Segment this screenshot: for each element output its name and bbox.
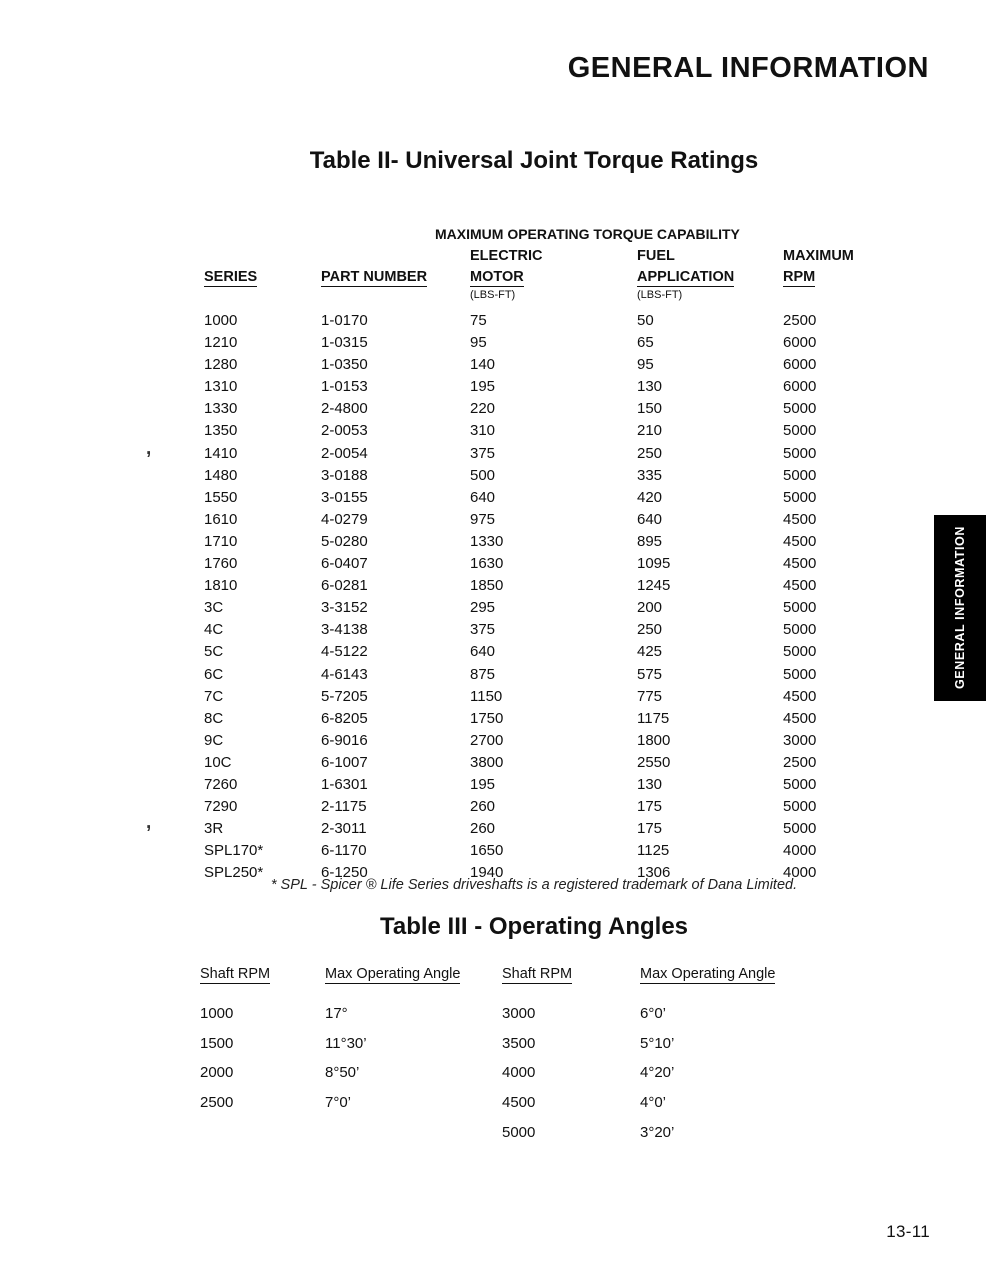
cell-part-number: 1-0170: [321, 312, 368, 329]
cell-fuel-application-torque: 95: [637, 356, 654, 374]
cell-maximum-rpm: 4500: [783, 577, 817, 595]
cell-series: 3C: [204, 599, 224, 617]
cell-maximum-rpm: 5000: [783, 643, 817, 661]
col-max-angle-right-label: Max Operating Angle: [640, 966, 776, 982]
cell-electric-motor-torque: 375: [470, 621, 496, 639]
table-row: [200, 1118, 820, 1148]
cell-electric-motor-torque: 1150: [470, 687, 503, 705]
operating-angles-header-row: [200, 966, 820, 984]
cell-electric-motor-torque: 220: [470, 400, 496, 418]
cell-series: 1550: [204, 488, 238, 506]
cell-fuel-application-torque: 335: [637, 466, 663, 484]
cell-series: 1480: [204, 466, 238, 484]
section-tab: [934, 515, 986, 701]
table-row: [204, 354, 884, 376]
torque-table-header-row-2: [204, 269, 884, 287]
cell-fuel-application-torque: 640: [637, 510, 663, 528]
cell-maximum-rpm: 4500: [783, 709, 817, 727]
cell-part-number: 1-6301: [321, 775, 368, 793]
col-shaft-rpm-right-label: Shaft RPM: [502, 966, 573, 982]
cell-part-number: 1-0350: [321, 356, 368, 374]
cell-maximum-rpm: 4000: [783, 842, 817, 860]
cell-part-number: 3-4138: [321, 621, 368, 639]
cell-electric-motor-torque: 1750: [470, 709, 504, 727]
cell-part-number: 2-4800: [321, 400, 368, 418]
cell-fuel-application-torque: 1175: [637, 709, 670, 727]
cell-fuel-application-torque: 420: [637, 488, 663, 506]
cell-electric-motor-torque: 2700: [470, 731, 504, 749]
cell-series: 10C: [204, 753, 232, 771]
cell-shaft-rpm-left: [200, 1118, 325, 1148]
spacer: [204, 248, 321, 264]
cell-maximum-rpm: 2500: [783, 753, 817, 771]
table-row: [204, 597, 884, 619]
cell-series: 1760: [204, 555, 238, 573]
cell-part-number: 1-0315: [321, 334, 368, 352]
table-row: [204, 796, 884, 818]
cell-electric-motor-torque: 1330: [470, 532, 504, 550]
table-row: [200, 1088, 820, 1118]
units-electric-label: (LBS-FT): [470, 289, 516, 301]
cell-max-operating-angle-right: 3°20’: [640, 1123, 675, 1141]
cell-series: 9C: [204, 731, 224, 749]
cell-maximum-rpm: 3000: [783, 731, 817, 749]
cell-max-operating-angle-left: [325, 1118, 502, 1148]
cell-series: 7260: [204, 775, 238, 793]
cell-fuel-application-torque: 130: [637, 378, 663, 396]
cell-maximum-rpm: 6000: [783, 378, 817, 396]
cell-shaft-rpm-right: 4000: [502, 1064, 536, 1082]
cell-fuel-application-torque: 1245: [637, 577, 671, 595]
col-shaft-rpm-left-label: Shaft RPM: [200, 966, 271, 982]
cell-fuel-application-torque: 130: [637, 775, 663, 793]
cell-maximum-rpm: 4500: [783, 510, 817, 528]
torque-capability-header: MAXIMUM OPERATING TORQUE CAPABILITY: [435, 226, 740, 242]
cell-maximum-rpm: 5000: [783, 466, 817, 484]
cell-part-number: 6-0281: [321, 577, 368, 595]
cell-shaft-rpm-right: 4500: [502, 1094, 536, 1112]
cell-part-number: 2-3011: [321, 820, 367, 838]
cell-shaft-rpm-right: 3500: [502, 1034, 536, 1052]
spacer: [321, 248, 470, 264]
cell-series: 5C: [204, 643, 224, 661]
table-row: [204, 553, 884, 575]
table-row: [204, 752, 884, 774]
table-row: [204, 398, 884, 420]
cell-max-operating-angle-left: 17°: [325, 1005, 348, 1022]
table-row: [200, 1029, 820, 1059]
cell-electric-motor-torque: 1850: [470, 577, 504, 595]
cell-electric-motor-torque: 140: [470, 356, 496, 374]
cell-series: 4C: [204, 621, 224, 639]
cell-part-number: 6-9016: [321, 731, 368, 749]
spl-footnote: * SPL - Spicer ® Life Series driveshafts is a registered trademark of Dana Limited.: [270, 877, 798, 893]
cell-fuel-application-torque: 250: [637, 621, 663, 639]
table-row: [204, 332, 884, 354]
table-row: [204, 818, 884, 840]
cell-fuel-application-torque: 425: [637, 643, 663, 661]
cell-electric-motor-torque: 500: [470, 466, 496, 484]
cell-electric-motor-torque: 75: [470, 312, 487, 329]
table3-title: Table III - Operating Angles: [379, 913, 689, 940]
cell-shaft-rpm-left: 1500: [200, 1034, 234, 1052]
cell-maximum-rpm: 5000: [783, 621, 817, 639]
cell-part-number: 6-8205: [321, 709, 368, 727]
cell-part-number: 5-7205: [321, 687, 368, 705]
table-row: [204, 664, 884, 686]
cell-electric-motor-torque: 1650: [470, 842, 504, 860]
cell-electric-motor-torque: 875: [470, 665, 496, 683]
torque-table-header-row-1: [204, 248, 884, 264]
col-maximum-label: MAXIMUM: [783, 248, 854, 264]
table-row: [204, 376, 884, 398]
cell-series: 1810: [204, 577, 238, 595]
cell-maximum-rpm: 5000: [783, 422, 817, 440]
table2-title: Table II- Universal Joint Torque Ratings: [309, 147, 759, 174]
torque-table-units-row: [204, 289, 884, 301]
cell-electric-motor-torque: 195: [470, 378, 496, 396]
cell-part-number: 3-0155: [321, 488, 368, 506]
table-row: [204, 443, 884, 465]
cell-electric-motor-torque: 195: [470, 775, 496, 793]
cell-max-operating-angle-right: 5°10’: [640, 1034, 675, 1052]
cell-electric-motor-torque: 260: [470, 820, 496, 838]
cell-fuel-application-torque: 1125: [637, 842, 670, 860]
table-row: [204, 487, 884, 509]
cell-part-number: 2-1175: [321, 798, 367, 816]
cell-part-number: 3-3152: [321, 599, 368, 617]
cell-maximum-rpm: 5000: [783, 820, 817, 838]
cell-fuel-application-torque: 250: [637, 444, 663, 462]
cell-electric-motor-torque: 640: [470, 488, 496, 506]
cell-series: 3R: [204, 820, 224, 838]
cell-maximum-rpm: 5000: [783, 400, 817, 418]
cell-series: 1710: [204, 532, 238, 550]
table-row: [204, 310, 884, 332]
cell-fuel-application-torque: 200: [637, 599, 663, 617]
cell-fuel-application-torque: 1095: [637, 555, 671, 573]
cell-series: 1280: [204, 356, 238, 374]
spacer: [783, 289, 884, 301]
table-row: [204, 686, 884, 708]
cell-max-operating-angle-right: 4°0’: [640, 1094, 667, 1112]
cell-electric-motor-torque: 295: [470, 599, 496, 617]
cell-series: 1610: [204, 510, 238, 528]
cell-electric-motor-torque: 3800: [470, 753, 504, 771]
table-row: [204, 641, 884, 663]
cell-shaft-rpm-left: 1000: [200, 1005, 234, 1022]
cell-electric-motor-torque: 1940: [470, 864, 504, 882]
col-motor-label: MOTOR: [470, 269, 524, 285]
cell-part-number: 4-6143: [321, 665, 368, 683]
table-row: [204, 840, 884, 862]
cell-maximum-rpm: 6000: [783, 356, 817, 374]
col-fuel-label: FUEL: [637, 248, 675, 264]
cell-fuel-application-torque: 575: [637, 665, 663, 683]
table-row: [204, 619, 884, 641]
spacer: [204, 289, 321, 301]
operating-angles-rows: [200, 999, 820, 1147]
cell-electric-motor-torque: 260: [470, 798, 496, 816]
col-application-label: APPLICATION: [637, 269, 735, 285]
table-row: [204, 708, 884, 730]
cell-max-operating-angle-left: 7°0’: [325, 1094, 352, 1112]
col-part-number-label: PART NUMBER: [321, 269, 428, 285]
cell-fuel-application-torque: 895: [637, 532, 663, 550]
cell-part-number: 6-1250: [321, 864, 368, 882]
cell-fuel-application-torque: 1306: [637, 864, 671, 882]
table-row: [204, 730, 884, 752]
cell-fuel-application-torque: 775: [637, 687, 663, 705]
cell-electric-motor-torque: 95: [470, 334, 487, 352]
cell-maximum-rpm: 5000: [783, 665, 817, 683]
cell-electric-motor-torque: 640: [470, 643, 496, 661]
cell-electric-motor-torque: 310: [470, 422, 496, 440]
page-title: GENERAL INFORMATION: [567, 52, 929, 84]
cell-series: 1310: [204, 378, 238, 396]
table-row: [204, 465, 884, 487]
cell-maximum-rpm: 5000: [783, 599, 817, 617]
cell-maximum-rpm: 4500: [783, 687, 817, 705]
table-row: [200, 1058, 820, 1088]
col-series-label: SERIES: [204, 269, 258, 285]
cell-fuel-application-torque: 175: [637, 820, 663, 838]
cell-shaft-rpm-right: 3000: [502, 1005, 536, 1022]
cell-electric-motor-torque: 975: [470, 510, 496, 528]
cell-max-operating-angle-left: 8°50’: [325, 1064, 360, 1082]
table-row: [204, 531, 884, 553]
cell-series: SPL170*: [204, 842, 264, 860]
cell-part-number: 2-0053: [321, 422, 368, 440]
cell-maximum-rpm: 4500: [783, 555, 817, 573]
cell-series: 7C: [204, 687, 224, 705]
cell-fuel-application-torque: 210: [637, 422, 663, 440]
handwritten-margin-mark: ,: [146, 438, 152, 459]
cell-part-number: 5-0280: [321, 532, 368, 550]
cell-part-number: 6-1007: [321, 753, 368, 771]
cell-series: 6C: [204, 665, 224, 683]
cell-series: 8C: [204, 709, 224, 727]
cell-fuel-application-torque: 2550: [637, 753, 671, 771]
cell-fuel-application-torque: 1800: [637, 731, 671, 749]
cell-shaft-rpm-left: 2500: [200, 1094, 234, 1112]
page-number: 13-11: [886, 1222, 930, 1241]
section-tab-label: GENERAL INFORMATION: [953, 526, 967, 690]
cell-series: 1210: [204, 334, 238, 352]
cell-series: SPL250*: [204, 864, 264, 882]
cell-maximum-rpm: 5000: [783, 798, 817, 816]
cell-part-number: 6-1170: [321, 842, 367, 860]
col-electric-label: ELECTRIC: [470, 248, 543, 264]
cell-electric-motor-torque: 1630: [470, 555, 504, 573]
cell-maximum-rpm: 2500: [783, 312, 817, 329]
cell-maximum-rpm: 5000: [783, 444, 817, 462]
cell-part-number: 2-0054: [321, 444, 368, 462]
cell-max-operating-angle-right: 4°20’: [640, 1064, 675, 1082]
cell-series: 1410: [204, 444, 238, 462]
cell-electric-motor-torque: 375: [470, 444, 496, 462]
table-row: [204, 420, 884, 442]
cell-maximum-rpm: 6000: [783, 334, 817, 352]
cell-series: 7290: [204, 798, 238, 816]
cell-shaft-rpm-right: 5000: [502, 1123, 536, 1141]
cell-shaft-rpm-left: 2000: [200, 1064, 234, 1082]
units-fuel-label: (LBS-FT): [637, 289, 683, 301]
cell-max-operating-angle-right: 6°0’: [640, 1005, 667, 1022]
cell-maximum-rpm: 5000: [783, 775, 817, 793]
cell-series: 1350: [204, 422, 238, 440]
col-rpm-label: RPM: [783, 269, 816, 285]
handwritten-margin-mark: ,: [146, 812, 152, 833]
operating-angles-table: [200, 966, 820, 1147]
cell-maximum-rpm: 4000: [783, 864, 817, 882]
table-row: [204, 509, 884, 531]
cell-part-number: 4-0279: [321, 510, 368, 528]
cell-part-number: 6-0407: [321, 555, 368, 573]
cell-part-number: 3-0188: [321, 466, 368, 484]
torque-table-rows: [204, 310, 884, 884]
cell-fuel-application-torque: 50: [637, 312, 654, 329]
cell-fuel-application-torque: 65: [637, 334, 654, 352]
cell-maximum-rpm: 5000: [783, 488, 817, 506]
cell-series: 1330: [204, 400, 238, 418]
cell-max-operating-angle-left: 11°30’: [325, 1034, 367, 1052]
cell-series: 1000: [204, 312, 238, 329]
cell-maximum-rpm: 4500: [783, 532, 817, 550]
cell-fuel-application-torque: 150: [637, 400, 663, 418]
spacer: [321, 289, 470, 301]
cell-fuel-application-torque: 175: [637, 798, 663, 816]
table-row: [204, 575, 884, 597]
cell-part-number: 4-5122: [321, 643, 368, 661]
table-row: [200, 999, 820, 1029]
col-max-angle-left-label: Max Operating Angle: [325, 966, 461, 982]
table-row: [204, 774, 884, 796]
cell-part-number: 1-0153: [321, 378, 368, 396]
